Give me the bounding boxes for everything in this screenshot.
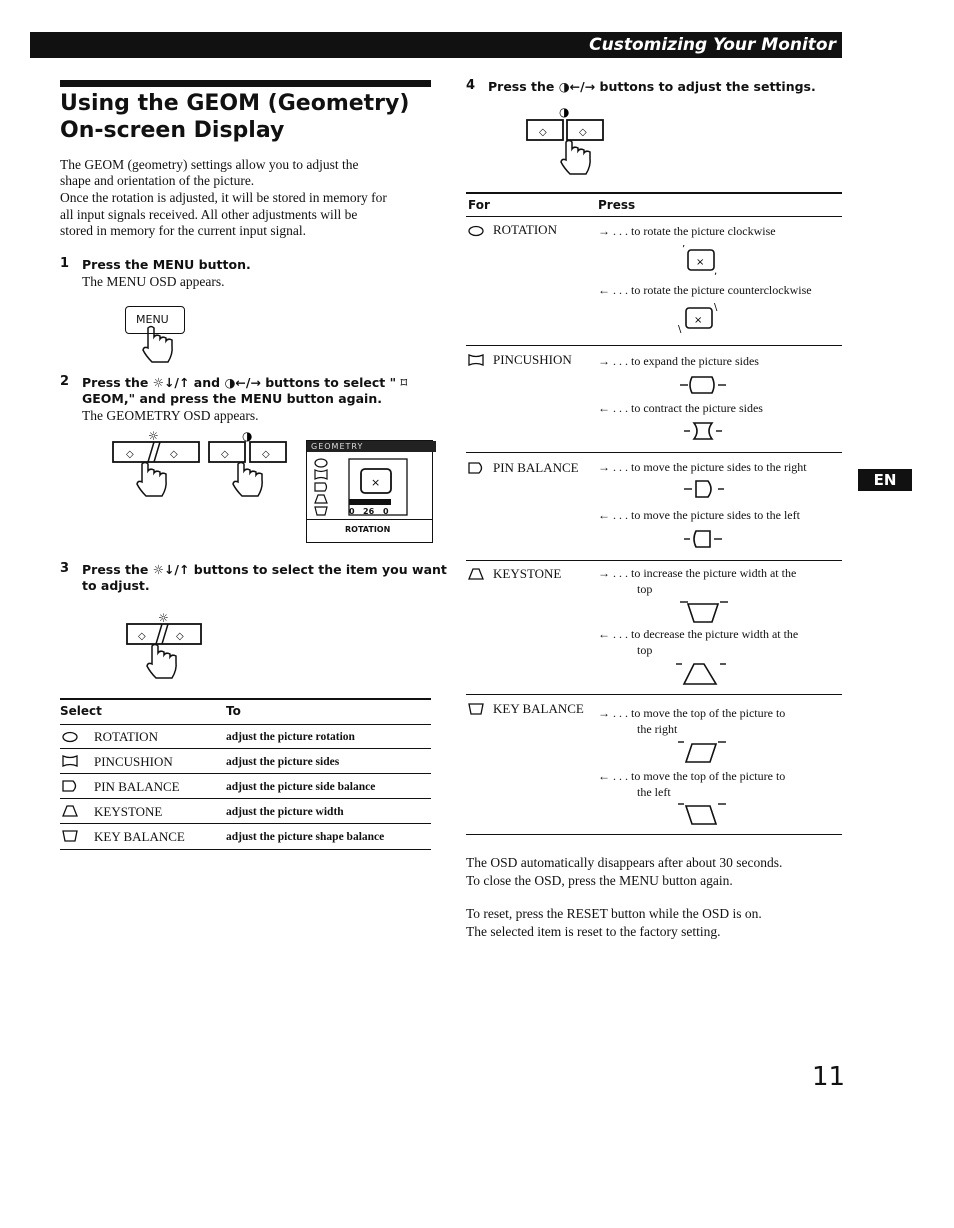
press-key-balance-left-2: the left [637,785,671,799]
press-keystone-right: → . . . to increase the picture width at the [598,566,797,580]
step-4-number: 4 [466,78,476,93]
svg-text:◇: ◇ [539,127,547,138]
svg-text:’: ’ [682,244,686,255]
note-line-4: The selected item is reset to the factory setting. [466,924,721,939]
intro-line-4: all input signals received. All other adjustments will be [60,207,358,222]
select-action-keystone: adjust the picture width [226,806,344,818]
pin-balance-icon [468,462,484,474]
select-item-rotation: ROTATION [94,729,158,744]
press-key-balance-left: ← . . . to move the top of the picture to [598,769,786,783]
press-rotation-left: ← . . . to rotate the picture counterclockwise [598,283,812,297]
brightness-buttons-illustration-2 [126,612,216,692]
select-table-header-rule [60,724,431,725]
press-key-balance-right-2: the right [637,722,678,736]
sides-left-icon [682,528,732,550]
intro-line-2: shape and orientation of the picture. [60,173,255,188]
step-2-sub: The GEOMETRY OSD appears. [82,408,259,423]
rotate-counterclockwise-icon [676,302,720,334]
osd-divider [307,519,432,520]
rotate-clockwise-icon [680,244,720,276]
osd-label: ROTATION [345,525,391,534]
select-action-rotation: adjust the picture rotation [226,731,355,743]
sides-right-icon [682,478,732,500]
osd-value: 26 [363,507,375,516]
svg-text:×: × [371,476,381,489]
step-1-text: Press the MENU button. [82,257,251,272]
step-1-sub: The MENU OSD appears. [82,274,225,289]
step-2-line-2: GEOM," and press the MENU button again. [82,391,382,406]
svg-text:,: , [714,266,718,277]
svg-text:×: × [694,315,703,326]
keystone-icon [62,805,78,817]
press-rotation-right: → . . . to rotate the picture clockwise [598,224,776,238]
pincushion-icon [468,354,484,366]
press-keystone-left: ← . . . to decrease the picture width at the [598,627,799,641]
press-item-pin-balance: PIN BALANCE [493,460,579,475]
key-balance-icon [62,830,78,842]
select-item-pincushion: PINCUSHION [94,754,173,769]
osd-value-max: 0 [383,507,389,516]
osd-title: GEOMETRY [307,441,436,452]
press-table-header-for: For [468,198,490,212]
press-key-balance-right: → . . . to move the top of the picture to [598,706,786,720]
svg-text:◑: ◑ [242,429,253,443]
select-item-keystone: KEYSTONE [94,804,163,819]
pincushion-icon [62,755,78,767]
svg-text:◇: ◇ [262,449,270,460]
select-action-key-balance: adjust the picture shape balance [226,831,385,843]
intro-line-3: Once the rotation is adjusted, it will be stored in memory for [60,190,387,205]
step-4-text: Press the ◑←/→ buttons to adjust the settings. [488,79,816,94]
keystone-icon [468,568,484,580]
press-table-header-rule [466,216,842,217]
press-pincushion-left: ← . . . to contract the picture sides [598,401,763,415]
press-item-rotation: ROTATION [493,222,557,237]
top-left-icon [676,800,732,826]
note-line-2: To close the OSD, press the MENU button again. [466,873,733,888]
geometry-osd-mockup [306,440,433,543]
page-number: 11 [812,1062,846,1092]
svg-text:◇: ◇ [138,631,146,642]
svg-text:◇: ◇ [176,631,184,642]
note-line-1: The OSD automatically disappears after about 30 seconds. [466,855,783,870]
press-table-rule [466,560,842,561]
increase-top-width-icon [678,598,734,624]
menu-button-label: MENU [136,313,169,326]
press-table-rule [466,694,842,695]
select-action-pincushion: adjust the picture sides [226,756,340,768]
pin-balance-icon [62,780,78,792]
osd-value-min: 0 [349,507,355,516]
svg-text:\: \ [678,324,682,335]
rotation-icon [468,225,484,237]
svg-text:◇: ◇ [126,449,134,460]
svg-text:◇: ◇ [221,449,229,460]
svg-text:◇: ◇ [170,449,178,460]
section-header-title: Customizing Your Monitor [589,35,836,55]
brightness-buttons-illustration [112,430,202,510]
svg-text:×: × [696,257,705,268]
contrast-buttons-illustration-2 [526,104,616,184]
top-right-icon [676,738,732,764]
svg-text:☼: ☼ [158,611,169,625]
rotation-icon [62,731,78,743]
key-balance-icon [468,703,484,715]
press-pin-balance-right: → . . . to move the picture sides to the right [598,460,807,474]
press-keystone-left-2: top [637,643,653,657]
step-2-line-1: Press the ☼↓/↑ and ◑←/→ buttons to select " ⌑ [82,375,408,390]
press-table-rule [466,345,842,346]
step-3-line-2: to adjust. [82,578,150,593]
decrease-top-width-icon [674,660,730,686]
press-keystone-right-2: top [637,582,653,596]
language-tab: EN [858,469,912,491]
svg-text:◇: ◇ [579,127,587,138]
select-table-rule [60,823,431,824]
step-3-line-1: Press the ☼↓/↑ buttons to select the item you want [82,562,447,577]
select-action-pin-balance: adjust the picture side balance [226,781,376,793]
hand-pointer-icon [140,326,180,366]
select-item-key-balance: KEY BALANCE [94,829,185,844]
press-item-key-balance: KEY BALANCE [493,701,584,716]
select-table-rule [60,748,431,749]
contract-sides-icon [682,420,732,442]
select-table-header-select: Select [60,704,102,718]
step-3-number: 3 [60,561,70,576]
select-table-header-to: To [226,704,241,718]
contrast-buttons-illustration [208,430,298,510]
intro-line-1: The GEOM (geometry) settings allow you to adjust the [60,157,359,172]
note-line-3: To reset, press the RESET button while the OSD is on. [466,906,762,921]
svg-text:◑: ◑ [559,105,570,119]
select-table-rule [60,773,431,774]
expand-sides-icon [678,374,732,396]
press-pincushion-right: → . . . to expand the picture sides [598,354,759,368]
svg-text:☼: ☼ [148,429,159,443]
press-table-bottom-rule [466,834,842,835]
select-table-bottom-rule [60,849,431,850]
press-table-top-rule [466,192,842,194]
page-title: Using the GEOM (Geometry) On-screen Display [60,91,410,143]
press-item-pincushion: PINCUSHION [493,352,572,367]
select-item-pin-balance: PIN BALANCE [94,779,180,794]
osd-item-icons [313,457,329,517]
press-item-keystone: KEYSTONE [493,566,562,581]
press-table-rule [466,452,842,453]
press-table-header-press: Press [598,198,636,212]
press-pin-balance-left: ← . . . to move the picture sides to the left [598,508,800,522]
intro-line-5: stored in memory for the current input signal. [60,223,306,238]
svg-text:\: \ [714,302,718,313]
step-1-number: 1 [60,256,70,271]
title-rule [60,80,431,87]
select-table-rule [60,798,431,799]
select-table-top-rule [60,698,431,700]
step-2-number: 2 [60,374,70,389]
